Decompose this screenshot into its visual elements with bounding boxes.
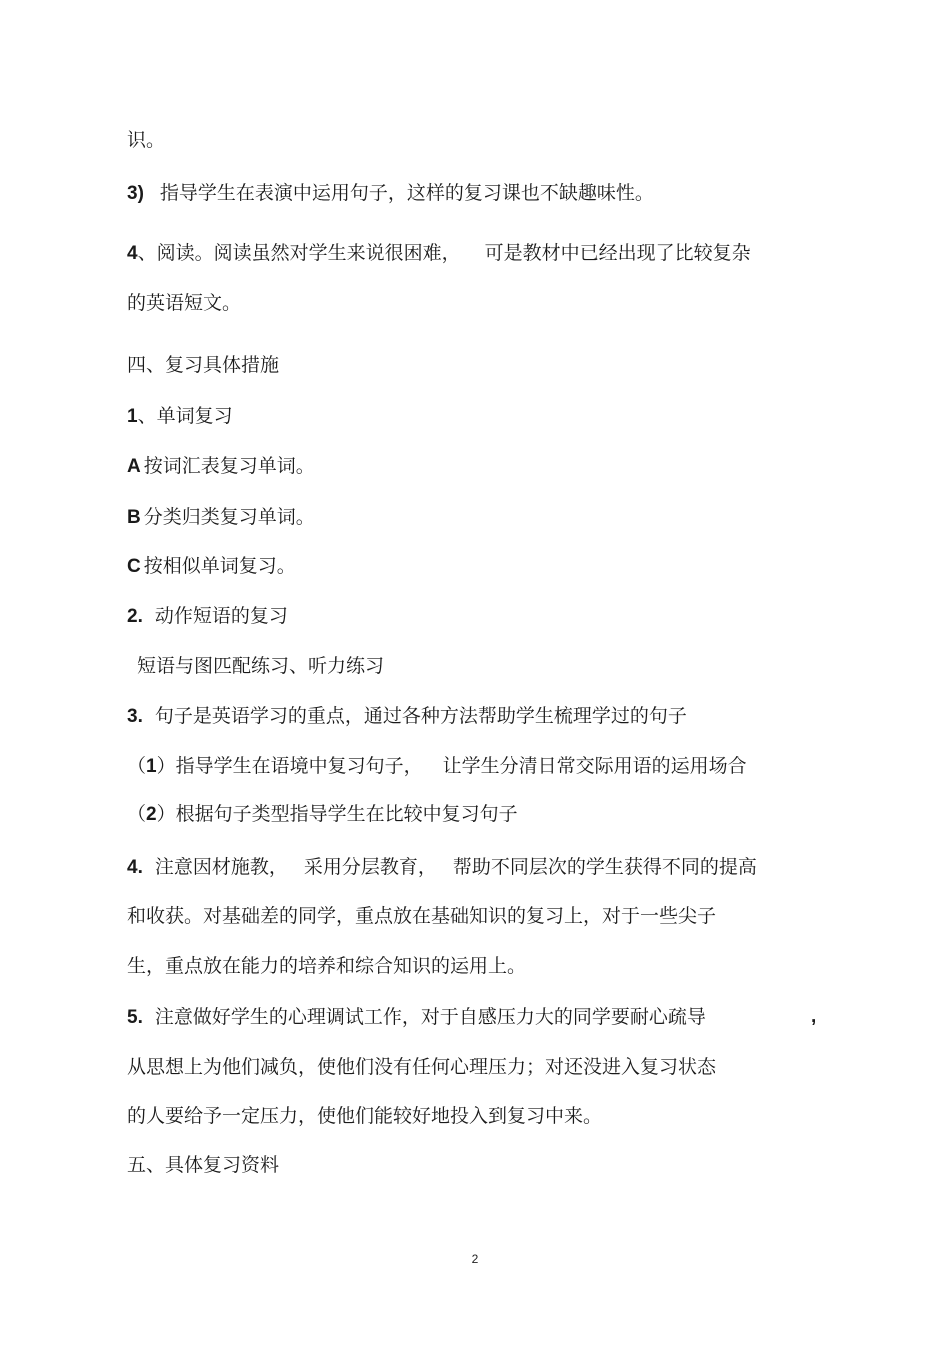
line-text-continued: 帮助不同层次的学生获得不同的提高	[452, 856, 757, 878]
list-letter: C	[127, 556, 141, 577]
line-20	[127, 1104, 602, 1128]
section-heading-5	[127, 1153, 279, 1177]
line-11	[137, 654, 384, 678]
line-10	[127, 604, 288, 629]
line-9	[127, 554, 296, 579]
line-18	[127, 1005, 706, 1030]
line-19	[127, 1055, 716, 1079]
list-number: 2.	[127, 606, 143, 627]
line-15	[127, 855, 757, 880]
line-8	[127, 505, 315, 530]
line-17	[127, 954, 526, 978]
line-16	[127, 904, 716, 928]
line-text: 生，重点放在能力的培养和综合知识的运用上。	[127, 955, 527, 977]
section-heading-4	[127, 353, 279, 377]
list-number: 3)	[127, 183, 144, 204]
line-2	[127, 181, 654, 206]
line-text: 、单词复习	[137, 405, 233, 427]
line-text: 从思想上为他们减负，使他们没有任何心理压力；对还没进入复习状态	[127, 1056, 717, 1078]
line-text: 按词汇表复习单词。	[143, 455, 315, 477]
list-number: 3.	[127, 706, 143, 727]
paren-open: （	[127, 803, 147, 825]
line-text: ）根据句子类型指导学生在比较中复习句子	[156, 803, 518, 825]
line-text: 指导学生在表演中运用句子，这样的复习课也不缺趣味性。	[159, 182, 654, 204]
line-text: 注意因材施教，	[154, 856, 288, 878]
list-number: 5.	[127, 1007, 143, 1028]
list-letter: B	[127, 507, 141, 528]
line-text: 分类归类复习单词。	[143, 506, 315, 528]
line-text: 注意做好学生的心理调试工作，对于自感压力大的同学要耐心疏导	[154, 1006, 706, 1028]
line-1	[127, 128, 165, 152]
line-4	[127, 291, 241, 315]
line-14	[127, 802, 518, 827]
line-text-continued: 采用分层教育，	[303, 856, 437, 878]
list-number: 1	[146, 756, 157, 777]
line-text: 按相似单词复习。	[143, 555, 296, 577]
trailing-comma: ,	[811, 1006, 817, 1027]
line-3	[127, 241, 751, 266]
line-text-continued: 可是教材中已经出现了比较复杂	[484, 242, 751, 264]
line-text: 短语与图匹配练习、听力练习	[137, 655, 385, 677]
line-text: 识。	[127, 129, 166, 151]
heading-text: 五、具体复习资料	[127, 1154, 280, 1176]
line-13	[127, 754, 747, 779]
line-text-continued: 让学生分清日常交际用语的运用场合	[442, 755, 747, 777]
line-text: 的人要给予一定压力，使他们能较好地投入到复习中来。	[127, 1105, 603, 1127]
line-text: ）指导学生在语境中复习句子，	[156, 755, 423, 777]
list-number: 2	[146, 804, 157, 825]
list-number: 4.	[127, 857, 143, 878]
line-text: 和收获。对基础差的同学，重点放在基础知识的复习上，对于一些尖子	[127, 905, 717, 927]
page-number: 2	[471, 1252, 479, 1266]
heading-text: 四、复习具体措施	[127, 354, 280, 376]
line-text: 的英语短文。	[127, 292, 242, 314]
line-text: 动作短语的复习	[154, 605, 288, 627]
line-6	[127, 404, 233, 429]
list-number: 1	[127, 406, 138, 427]
line-text: 、阅读。阅读虽然对学生来说很困难，	[137, 242, 461, 264]
line-text: 句子是英语学习的重点，通过各种方法帮助学生梳理学过的句子	[154, 705, 687, 727]
list-number: 4	[127, 243, 138, 264]
list-letter: A	[127, 456, 141, 477]
line-7	[127, 454, 315, 479]
line-12	[127, 704, 687, 729]
paren-open: （	[127, 755, 147, 777]
